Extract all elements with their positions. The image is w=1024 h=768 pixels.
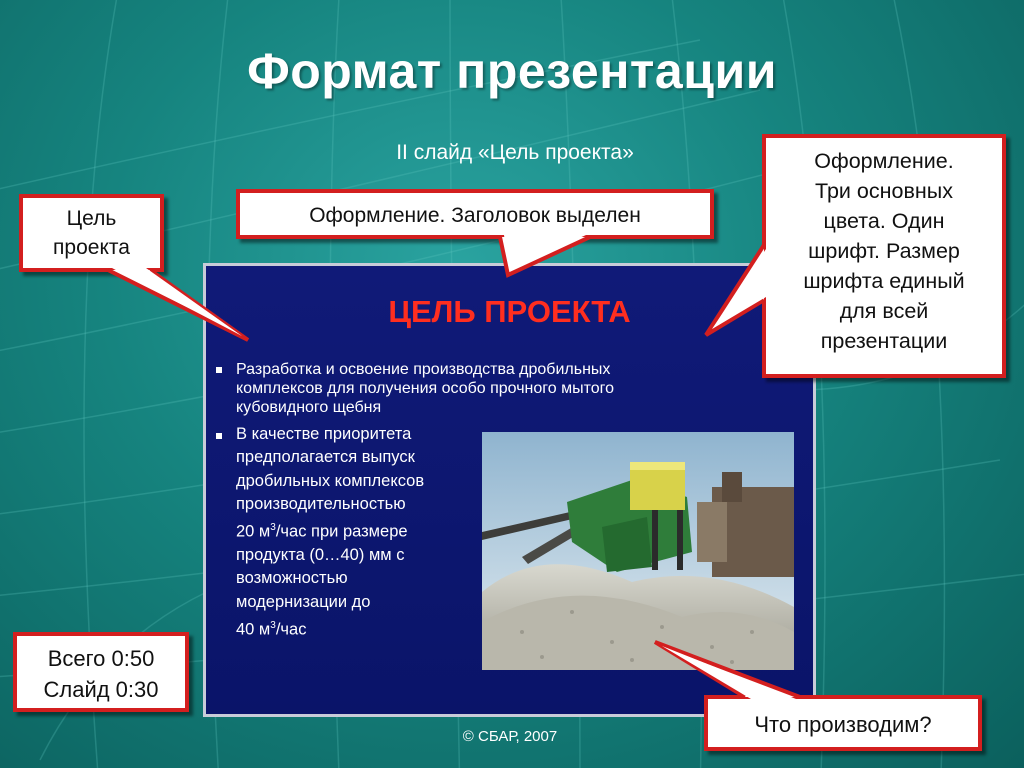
- bullet-line: Разработка и освоение производства дробильных: [236, 361, 611, 378]
- unit-exponent: 3: [270, 619, 276, 631]
- upgrade-rest: /час: [275, 620, 307, 639]
- callout-product: Что производим?: [704, 695, 982, 751]
- callout-timing: [13, 632, 189, 712]
- page-title: Формат презентации: [247, 43, 777, 99]
- bullet-line-capacity: [236, 516, 476, 544]
- callout-goal: [19, 194, 164, 272]
- bullet-goal: [236, 360, 806, 417]
- page-subtitle: II слайд «Цель проекта»: [396, 141, 634, 164]
- callout-line: шрифта единый: [803, 269, 965, 293]
- capacity-value: 20 м: [236, 522, 271, 541]
- bullet-line: модернизации до: [236, 592, 371, 611]
- callout-line: шрифт. Размер: [808, 239, 960, 263]
- callout-line: Оформление.: [814, 149, 954, 173]
- bullet-line: возможностью: [236, 569, 348, 588]
- bullet-marker: [216, 367, 222, 373]
- bullet-line: продукта (0…40) мм с: [236, 545, 405, 564]
- bullet-line: производительностью: [236, 494, 406, 513]
- slide-title: ЦЕЛЬ ПРОЕКТА: [388, 294, 631, 329]
- bullet-marker: [216, 433, 222, 439]
- bullet-line-upgrade: [236, 614, 476, 642]
- bullet-line: дробильных комплексов: [236, 471, 425, 490]
- bullet-line: кубовидного щебня: [236, 399, 382, 416]
- timing-slide: Слайд 0:30: [43, 677, 159, 702]
- callout-line: Три основных: [815, 179, 953, 203]
- copyright: © СБАР, 2007: [462, 728, 558, 745]
- slide-preview: [203, 263, 816, 717]
- crusher-photo: [482, 432, 794, 670]
- callout-line: Цель: [66, 207, 117, 230]
- bullet-priority: [236, 423, 476, 642]
- bullet-line: предполагается выпуск: [236, 448, 415, 467]
- callout-heading: Оформление. Заголовок выделен: [236, 189, 714, 239]
- bullet-line: комплексов для получения особо прочного мытого: [236, 380, 615, 397]
- callout-line: проекта: [53, 236, 130, 259]
- upgrade-value: 40 м: [236, 620, 271, 639]
- callout-line: для всей: [839, 299, 929, 323]
- capacity-rest: /час при размере: [275, 522, 408, 541]
- callout-line: презентации: [820, 329, 948, 353]
- timing-total: Всего 0:50: [47, 646, 155, 671]
- unit-exponent: 3: [270, 522, 276, 534]
- callout-line: цвета. Один: [823, 209, 945, 233]
- callout-design: [762, 134, 1006, 378]
- bullet-line: В качестве приоритета: [236, 425, 412, 443]
